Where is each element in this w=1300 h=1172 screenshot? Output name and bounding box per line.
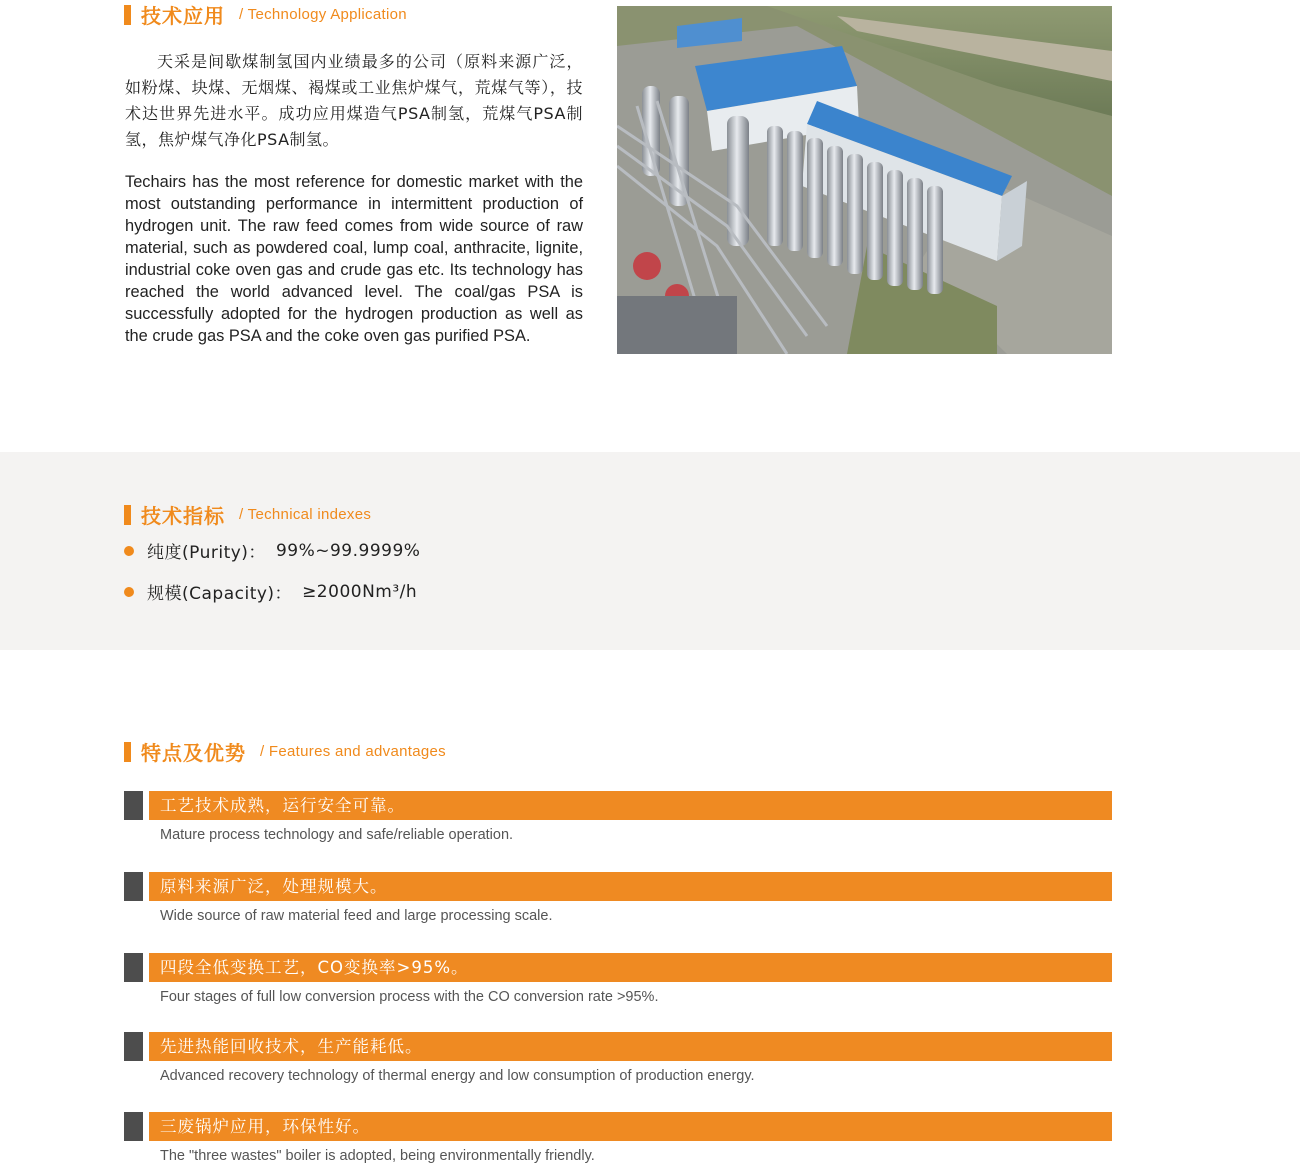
bullet-dot <box>124 587 134 597</box>
section-title-tech-application <box>124 0 407 29</box>
feature-item <box>124 953 1112 1013</box>
feature-square-marker <box>124 1112 143 1141</box>
feature-title-cn: 先进热能回收技术，生产能耗低。 <box>149 1032 1112 1061</box>
feature-item <box>124 1112 1112 1172</box>
feature-square-marker <box>124 872 143 901</box>
feature-desc-en: Mature process technology and safe/reliable operation. <box>160 827 514 843</box>
title-accent-bar <box>124 742 131 762</box>
section-title-en: / Technology Application <box>239 6 407 23</box>
feature-desc-en: Advanced recovery technology of thermal energy and low consumption of production energy. <box>160 1068 755 1084</box>
feature-title-cn: 工艺技术成熟，运行安全可靠。 <box>149 791 1112 820</box>
feature-title-cn: 四段全低变换工艺，CO变换率>95%。 <box>149 953 1112 982</box>
feature-desc-en: Four stages of full low conversion process with the CO conversion rate >95%. <box>160 989 659 1005</box>
hydrogen-plant-photo <box>617 6 1112 354</box>
title-accent-bar <box>124 5 131 25</box>
index-item-purity <box>124 538 420 563</box>
intro-paragraph-en: Techairs has the most reference for domestic market with the most outstanding performance in intermittent production of hydrogen unit. The raw feed comes from wide source of raw material, such as powdered coal, lump coal, anthracite, lignite, industrial coke oven gas and crude gas etc. Its technology has reached the world advanced level. The coal/gas PSA is successfully adopted for the hydrogen production as well as the crude gas PSA and the coke oven gas purified PSA. <box>125 173 583 345</box>
feature-title-cn: 三废锅炉应用，环保性好。 <box>149 1112 1112 1141</box>
feature-square-marker <box>124 791 143 820</box>
index-item-capacity <box>124 579 417 604</box>
feature-item <box>124 791 1112 851</box>
feature-item <box>124 872 1112 932</box>
index-value: ≥2000Nm³/h <box>302 581 418 602</box>
feature-square-marker <box>124 1032 143 1061</box>
index-label: 规模(Capacity)： <box>147 584 293 604</box>
feature-desc-en: Wide source of raw material feed and large processing scale. <box>160 908 553 924</box>
feature-square-marker <box>124 953 143 982</box>
section-title-cn: 技术应用 <box>141 4 225 28</box>
feature-desc-en: The "three wastes" boiler is adopted, being environmentally friendly. <box>160 1148 595 1164</box>
section-title-features <box>124 737 446 766</box>
section-title-cn: 技术指标 <box>141 504 225 528</box>
section-title-cn: 特点及优势 <box>141 741 246 765</box>
bullet-dot <box>124 546 134 556</box>
index-label: 纯度(Purity)： <box>147 543 266 563</box>
section-title-en: / Features and advantages <box>260 743 446 760</box>
title-accent-bar <box>124 505 131 525</box>
intro-paragraph-cn: 天采是间歇煤制氢国内业绩最多的公司（原料来源广泛，如粉煤、块煤、无烟煤、褐煤或工业焦炉煤气，荒煤气等），技术达世界先进水平。成功应用煤造气PSA制氢，荒煤气PSA制氢，焦炉煤气净化PSA制氢。 <box>125 52 583 149</box>
index-value: 99%~99.9999% <box>275 540 421 561</box>
feature-title-cn: 原料来源广泛，处理规模大。 <box>149 872 1112 901</box>
section-title-tech-indexes <box>124 500 371 529</box>
section-title-en: / Technical indexes <box>239 506 372 523</box>
feature-item <box>124 1032 1112 1092</box>
